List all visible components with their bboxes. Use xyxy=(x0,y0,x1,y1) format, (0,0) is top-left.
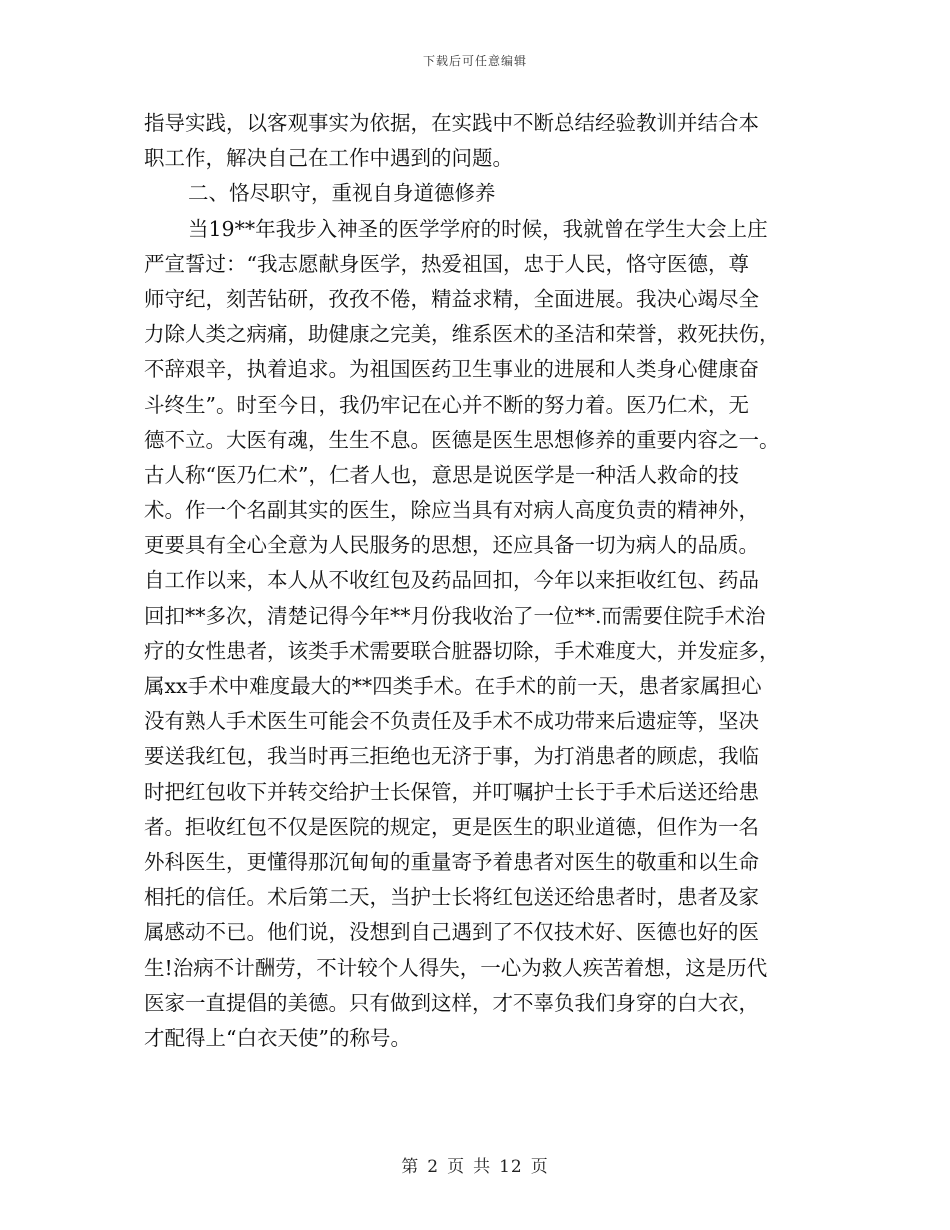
footer-page-word: 页 xyxy=(447,1157,466,1177)
text-line: 才配得上“白衣天使”的称号。 xyxy=(144,1025,411,1050)
text-line: 力除人类之病痛，助健康之完美，维系医术的圣洁和荣誉，救死扶伤， xyxy=(144,322,780,347)
text-line: 时把红包收下并转交给护士长保管，并叮嘱护士长于手术后送还给患 xyxy=(144,779,759,804)
footer-total-word: 共 xyxy=(473,1157,492,1177)
document-body xyxy=(144,106,808,1056)
text-line: 相托的信任。术后第二天，当护士长将红包送还给患者时，患者及家 xyxy=(144,885,759,910)
text-line: 医家一直提倡的美德。只有做到这样，才不辜负我们身穿的白大衣， xyxy=(144,990,759,1015)
text-line: 没有熟人手术医生可能会不负责任及手术不成功带来后遗症等，坚决 xyxy=(144,709,759,734)
text-line: 属感动不已。他们说，没想到自己遇到了不仅技术好、医德也好的医 xyxy=(144,920,759,945)
text-line: 职工作，解决自己在工作中遇到的问题。 xyxy=(144,146,513,171)
footer-prefix: 第 xyxy=(401,1157,420,1177)
text-line: 疗的女性患者，该类手术需要联合脏器切除，手术难度大，并发症多， xyxy=(144,638,780,663)
page-header: 下载后可任意编辑 xyxy=(422,54,527,68)
text-line: 不辞艰辛，执着追求。为祖国医药卫生事业的进展和人类身心健康奋 xyxy=(144,357,759,382)
section-heading: 二、恪尽职守，重视自身道德修养 xyxy=(188,181,496,206)
text-line: 者。拒收红包不仅是医院的规定，更是医生的职业道德，但作为一名 xyxy=(144,814,759,839)
text-line: 指导实践，以客观事实为依据，在实践中不断总结经验教训并结合本 xyxy=(144,111,759,135)
text-line: 更要具有全心全意为人民服务的思想，还应具备一切为病人的品质。 xyxy=(144,533,759,558)
text-line: 外科医生，更懂得那沉甸甸的重量寄予着患者对医生的敬重和以生命 xyxy=(144,849,759,874)
text-line: 古人称“医乃仁术”，仁者人也，意思是说医学是一种活人救命的技 xyxy=(144,462,739,487)
page-footer xyxy=(0,1152,950,1177)
text-line: 师守纪，刻苦钻研，孜孜不倦，精益求精，全面进展。我决心竭尽全 xyxy=(144,286,759,311)
text-line: 严宣誓过：“我志愿献身医学，热爱祖国，忠于人民，恪守医德，尊 xyxy=(144,251,749,276)
text-line: 斗终生”。时至今日，我仍牢记在心并不断的努力着。医乃仁术，无 xyxy=(144,392,749,417)
footer-page-number: 2 xyxy=(427,1157,440,1177)
text-line: 回扣**多次，清楚记得今年**月份我收治了一位**.而需要住院手术治 xyxy=(144,603,766,628)
text-line: 生!治病不计酬劳，不计较个人得失，一心为救人疾苦着想，这是历代 xyxy=(144,955,768,980)
text-line: 当19**年我步入神圣的医学学府的时候，我就曾在学生大会上庄 xyxy=(188,216,768,241)
footer-total-pages: 12 xyxy=(499,1157,523,1177)
text-line: 自工作以来，本人从不收红包及药品回扣，今年以来拒收红包、药品 xyxy=(144,568,759,593)
text-line: 术。作一个名副其实的医生，除应当具有对病人高度负责的精神外， xyxy=(144,498,759,523)
text-line: 属xx手术中难度最大的**四类手术。在手术的前一天，患者家属担心 xyxy=(144,674,762,698)
footer-suffix: 页 xyxy=(530,1157,549,1177)
text-line: 德不立。大医有魂，生生不息。医德是医生思想修养的重要内容之一。 xyxy=(144,427,780,452)
text-line: 要送我红包，我当时再三拒绝也无济于事，为打消患者的顾虑，我临 xyxy=(144,744,759,769)
